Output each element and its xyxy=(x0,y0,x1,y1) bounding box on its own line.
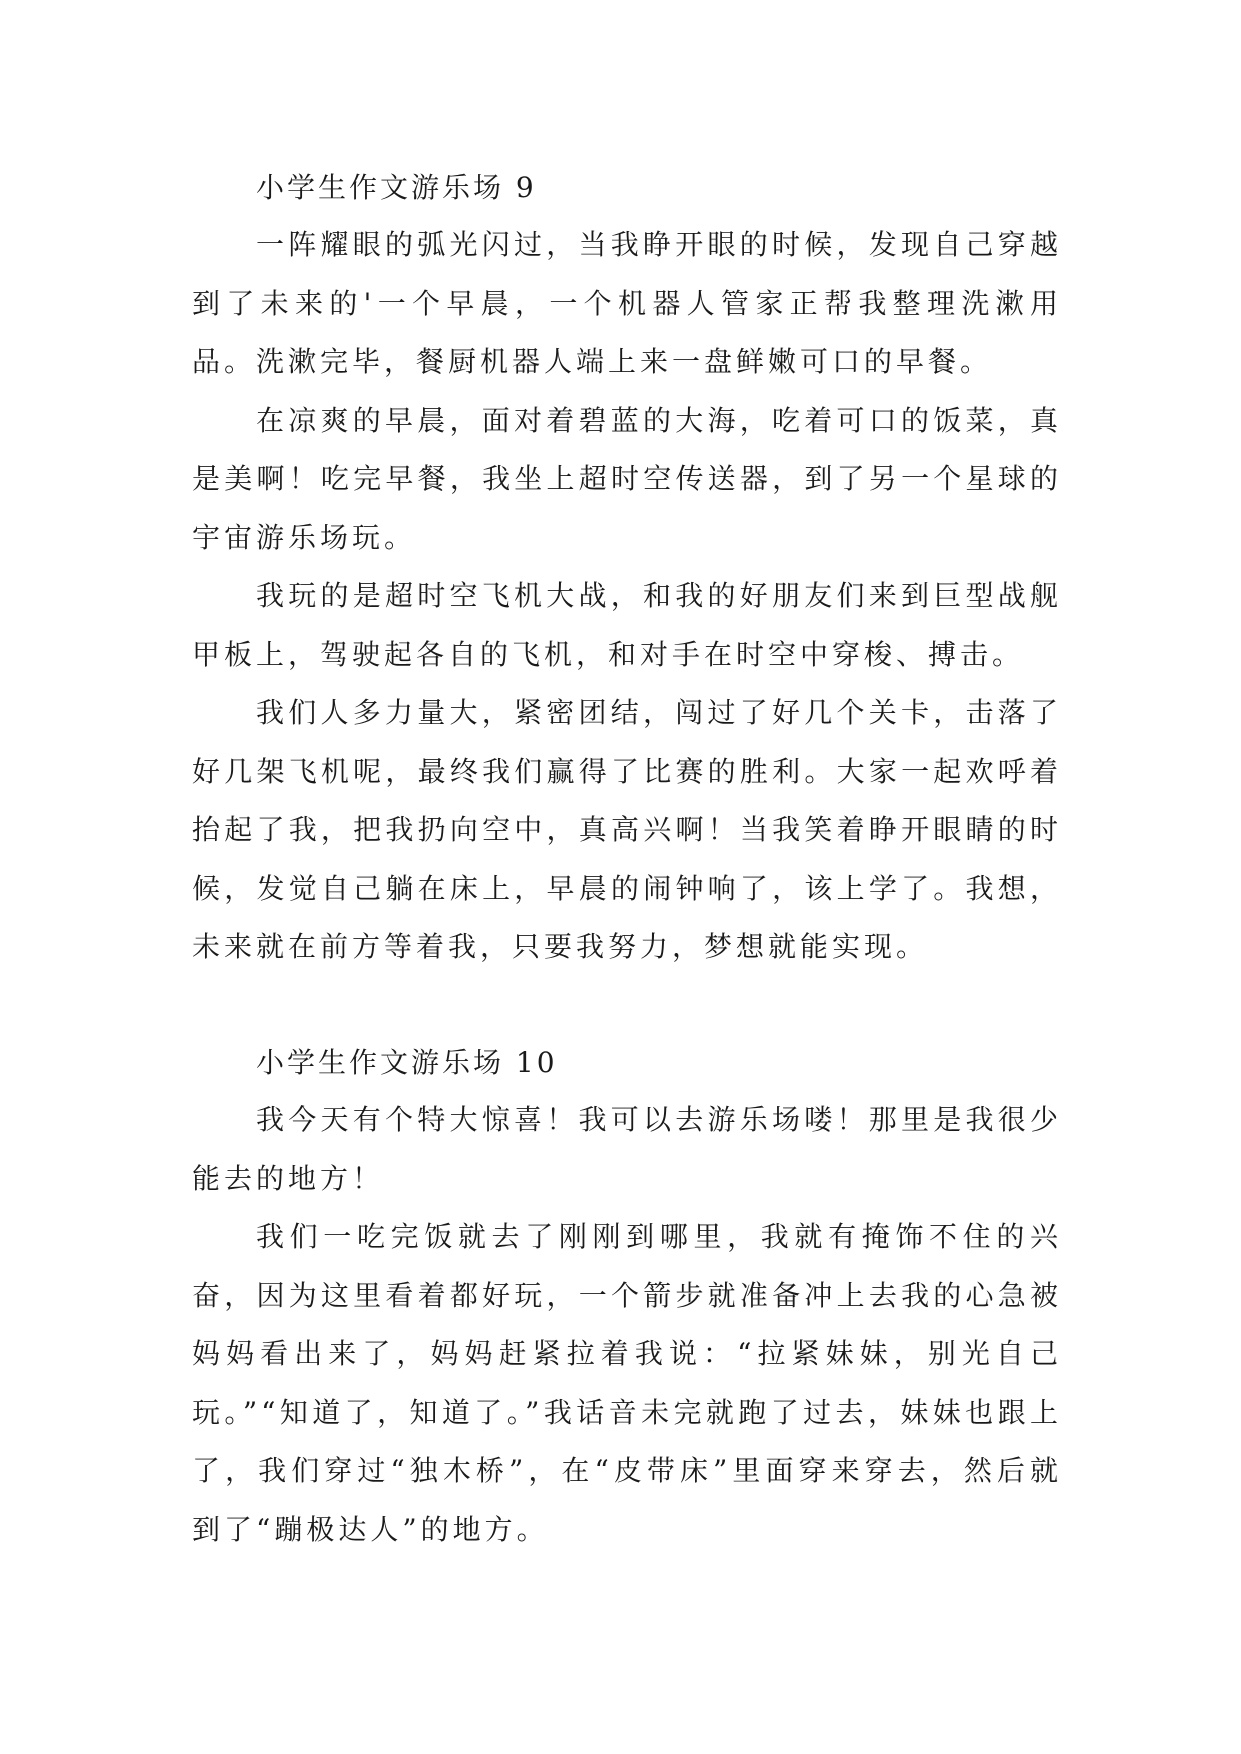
essay-title: 小学生作文游乐场 9 xyxy=(256,171,537,204)
essay-9 xyxy=(192,160,1062,977)
essay-10 xyxy=(192,1035,1062,1559)
essay-title: 小学生作文游乐场 10 xyxy=(256,1046,558,1079)
essay-paragraph: 我们一吃完饭就去了刚刚到哪里，我就有掩饰不住的兴奋，因为这里看着都好玩，一个箭步就准备冲上去我的心急被妈妈看出来了，妈妈赶紧拉着我说：“拉紧妹妹，别光自己玩。”“知道了，知道了。”我话音未完就跑了过去，妹妹也跟上了，我们穿过“独木桥”，在“皮带床”里面穿来穿去，然后就到了“蹦极达人”的地方。 xyxy=(192,1220,1062,1546)
essay-paragraph: 一阵耀眼的弧光闪过，当我睁开眼的时候，发现自己穿越到了未来的'一个早晨，一个机器人管家正帮我整理洗漱用品。洗漱完毕，餐厨机器人端上来一盘鲜嫩可口的早餐。 xyxy=(192,228,1062,378)
essay-paragraph: 我们人多力量大，紧密团结，闯过了好几个关卡，击落了好几架飞机呢，最终我们赢得了比赛的胜利。大家一起欢呼着抬起了我，把我扔向空中，真高兴啊！当我笑着睁开眼睛的时候，发觉自己躺在床上，早晨的闹钟响了，该上学了。我想，未来就在前方等着我，只要我努力，梦想就能实现。 xyxy=(192,696,1062,963)
essay-paragraph: 我今天有个特大惊喜！我可以去游乐场喽！那里是我很少能去的地方！ xyxy=(192,1103,1062,1195)
essay-paragraph: 在凉爽的早晨，面对着碧蓝的大海，吃着可口的饭菜，真是美啊！吃完早餐，我坐上超时空传送器，到了另一个星球的宇宙游乐场玩。 xyxy=(192,403,1062,554)
essay-paragraph: 我玩的是超时空飞机大战，和我的好朋友们来到巨型战舰甲板上，驾驶起各自的飞机，和对手在时空中穿梭、搏击。 xyxy=(192,579,1062,671)
